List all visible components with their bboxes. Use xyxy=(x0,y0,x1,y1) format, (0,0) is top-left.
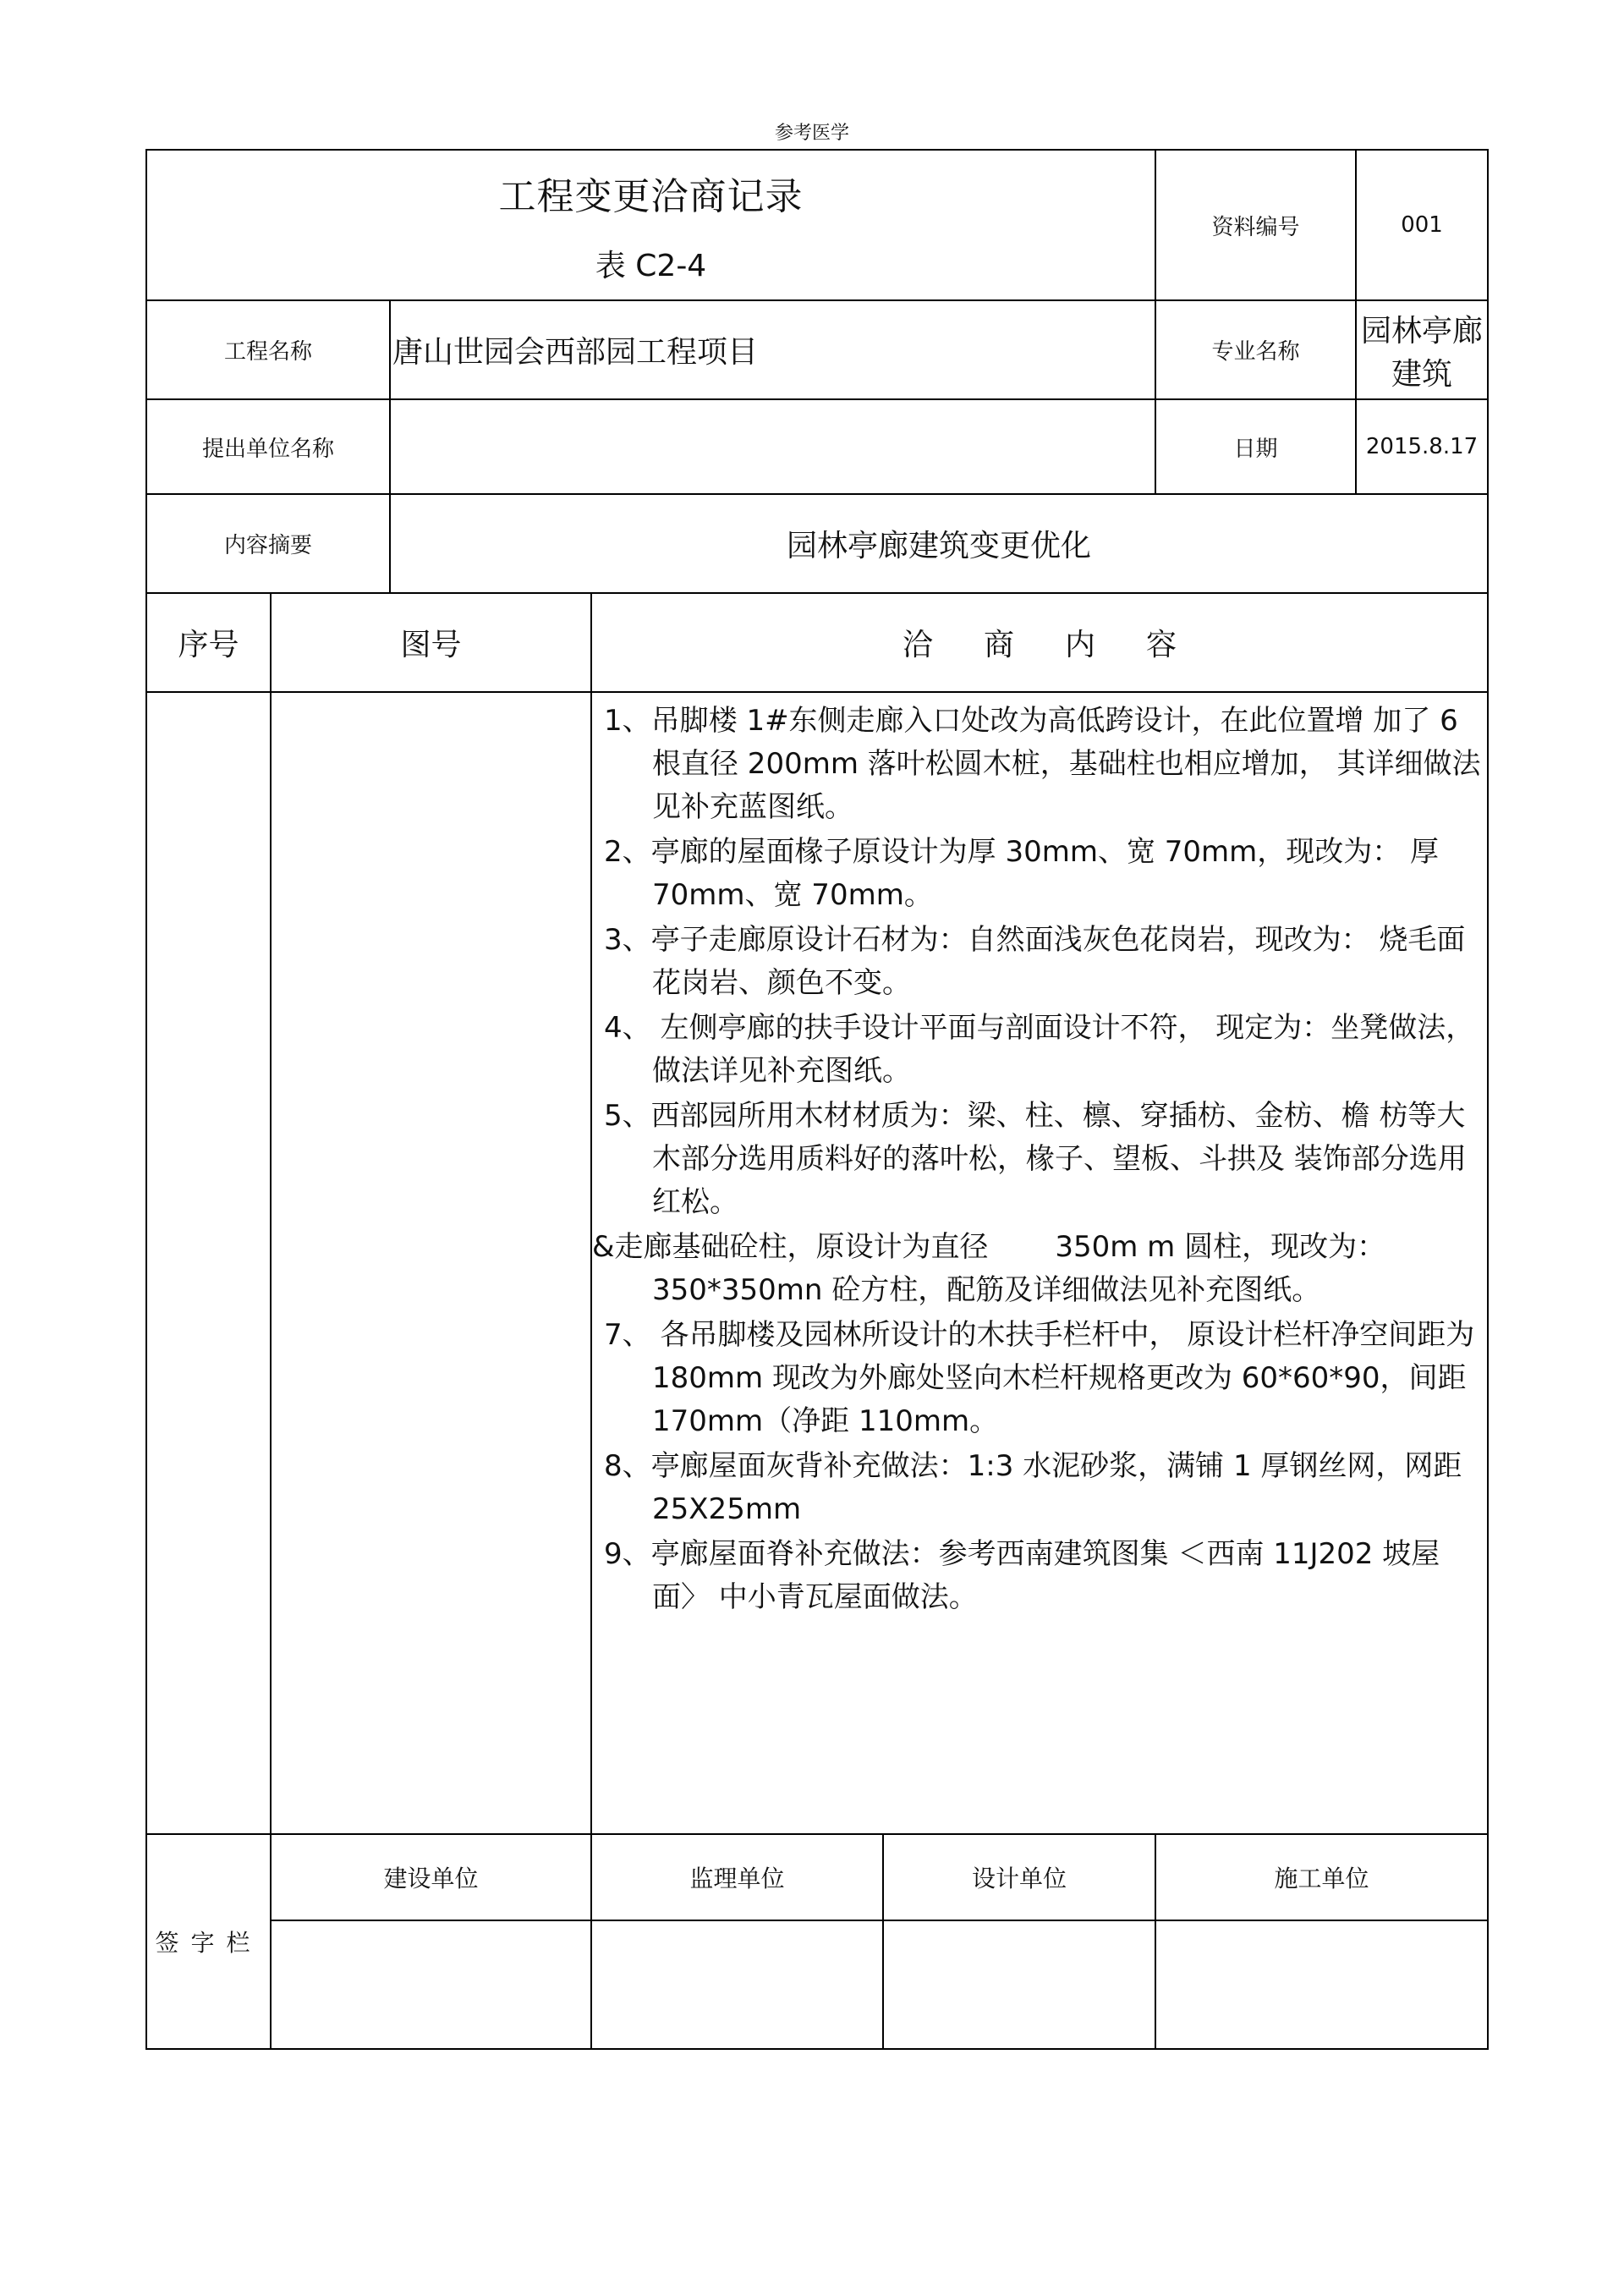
content-item-7: 7、 各吊脚楼及园林所设计的木扶手栏杆中， 原设计栏杆净空间距为 180mm 现改为外廊处竖向木栏杆规格更改为 60*60*90，间距 170mm（净距 110mm。 xyxy=(604,1318,1475,1438)
summary-label: 内容摘要 xyxy=(146,494,390,593)
specialty-value: 园林亭廊建筑 xyxy=(1356,300,1488,399)
sig-designer-box xyxy=(883,1920,1155,2049)
content-item-6: &走廊基础砼柱，原设计为直径 350m m 圆柱，现改为：350*350mn 砼方柱，配筋及详细做法见补充图纸。 xyxy=(592,1230,1386,1307)
doc-no-value: 001 xyxy=(1356,150,1488,300)
sig-supervisor-label: 监理单位 xyxy=(591,1834,883,1920)
specialty-label: 专业名称 xyxy=(1155,300,1356,399)
date-label: 日期 xyxy=(1155,399,1356,494)
signature-label: 签字栏 xyxy=(146,1834,271,2049)
summary-value: 园林亭廊建筑变更优化 xyxy=(390,494,1488,593)
sig-supervisor-box xyxy=(591,1920,883,2049)
col-content-header: 洽商内容 xyxy=(591,593,1488,692)
drawing-cell xyxy=(271,692,591,1834)
col-seq-header: 序号 xyxy=(146,593,271,692)
form-code: 表 C2-4 xyxy=(595,248,707,283)
content-item-3: 3、亭子走廊原设计石材为：自然面浅灰色花岗岩，现改为： 烧毛面花岗岩、颜色不变。 xyxy=(604,923,1466,1000)
submitter-label: 提出单位名称 xyxy=(146,399,390,494)
project-name-value: 唐山世园会西部园工程项目 xyxy=(390,300,1155,399)
content-item-8: 8、亭廊屋面灰背补充做法：1:3 水泥砂浆，满铺 1 厚钢丝网，网距 25X25mm xyxy=(604,1449,1462,1526)
content-item-2: 2、亭廊的屋面椽子原设计为厚 30mm、宽 70mm，现改为： 厚 70mm、宽 70mm。 xyxy=(604,835,1440,912)
sig-designer-label: 设计单位 xyxy=(883,1834,1155,1920)
sig-owner-label: 建设单位 xyxy=(271,1834,591,1920)
form-title: 工程变更洽商记录 xyxy=(498,174,804,218)
content-item-1: 1、吊脚楼 1#东侧走廊入口处改为高低跨设计，在此位置增 加了 6 根直径 200mm 落叶松圆木桩，基础柱也相应增加， 其详细做法见补充蓝图纸。 xyxy=(604,704,1481,824)
sig-contractor-label: 施工单位 xyxy=(1155,1834,1488,1920)
sig-owner-box xyxy=(271,1920,591,2049)
sig-contractor-box xyxy=(1155,1920,1488,2049)
seq-cell xyxy=(146,692,271,1834)
change-negotiation-form xyxy=(145,149,1489,2050)
form-title-cell xyxy=(146,150,1155,300)
content-item-9: 9、亭廊屋面脊补充做法：参考西南建筑图集 ＜西南 11J202 坡屋面〉 中小青瓦屋面做法。 xyxy=(604,1537,1440,1614)
content-item-4: 4、 左侧亭廊的扶手设计平面与剖面设计不符， 现定为：坐凳做法，做法详见补充图纸。 xyxy=(604,1011,1475,1088)
doc-no-label: 资料编号 xyxy=(1155,150,1356,300)
project-name-label: 工程名称 xyxy=(146,300,390,399)
content-cell xyxy=(591,692,1488,1834)
date-value: 2015.8.17 xyxy=(1356,399,1488,494)
content-item-5: 5、西部园所用木材材质为：梁、柱、檩、穿插枋、金枋、檐 枋等大木部分选用质料好的落叶松，椽子、望板、斗拱及 装饰部分选用红松。 xyxy=(604,1099,1467,1219)
submitter-value xyxy=(390,399,1155,494)
col-drawing-header: 图号 xyxy=(271,593,591,692)
page-header: 参考医学 xyxy=(774,123,849,144)
